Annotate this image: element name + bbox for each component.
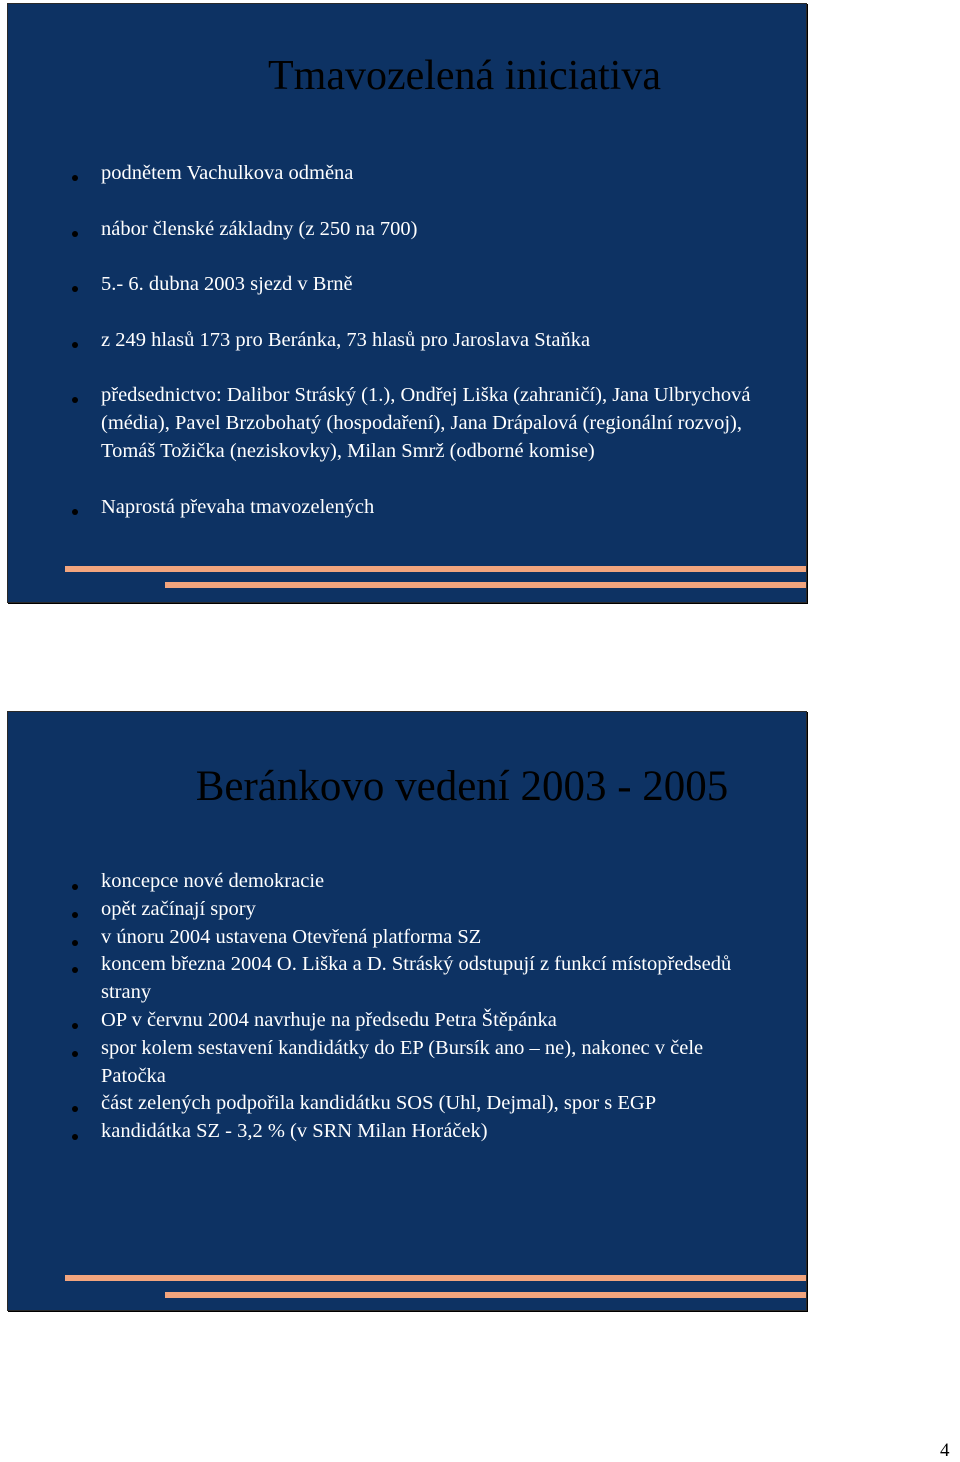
bullet-text: 5.- 6. dubna 2003 sjezd v Brně — [101, 273, 353, 295]
bullet-dot-icon — [72, 286, 78, 292]
list-item — [8, 1007, 798, 1035]
list-item — [8, 381, 798, 465]
bullet-dot-icon — [72, 175, 78, 181]
bullet-text: v únoru 2004 ustavena Otevřená platforma SZ — [101, 925, 482, 948]
bullet-dot-icon — [72, 1051, 78, 1057]
bullet-dot-icon — [72, 1134, 78, 1140]
bullet-text: spor kolem sestavení kandidátky do EP (Bursík ano – ne), nakonec v čele Patočka — [101, 1036, 704, 1087]
bullet-dot-icon — [72, 884, 78, 890]
bullet-dot-icon — [72, 940, 78, 946]
decorative-stripe — [165, 1292, 806, 1298]
page-number: 4 — [940, 1440, 950, 1461]
bullet-dot-icon — [72, 912, 78, 918]
bullet-dot-icon — [72, 397, 78, 403]
slide-2 — [7, 711, 807, 1311]
bullet-text: podnětem Vachulkova odměna — [101, 162, 354, 184]
bullet-dot-icon — [72, 231, 78, 237]
decorative-stripe — [65, 1275, 806, 1281]
bullet-text: část zelených podpořila kandidátku SOS (Uhl, Dejmal), spor s EGP — [101, 1092, 657, 1115]
list-item — [8, 1035, 798, 1091]
bullet-dot-icon — [72, 967, 78, 973]
bullet-dot-icon — [72, 1106, 78, 1112]
list-item — [8, 159, 798, 187]
bullet-text: kandidátka SZ - 3,2 % (v SRN Milan Horáček) — [101, 1120, 488, 1143]
list-item — [8, 1090, 798, 1118]
bullet-text: OP v červnu 2004 navrhuje na předsedu Petra Štěpánka — [101, 1008, 557, 1031]
bullet-dot-icon — [72, 509, 78, 515]
bullet-list — [8, 159, 798, 548]
list-item — [8, 215, 798, 243]
bullet-text: z 249 hlasů 173 pro Beránka, 73 hlasů pro Jaroslava Staňka — [101, 328, 591, 351]
bullet-text: opět začínají spory — [101, 897, 256, 920]
bullet-text: koncepce nové demokracie — [101, 870, 325, 892]
list-item — [8, 326, 798, 354]
list-item — [8, 924, 798, 952]
bullet-dot-icon — [72, 342, 78, 348]
bullet-list — [8, 868, 798, 1146]
list-item — [8, 951, 798, 1007]
bullet-text: Naprostá převaha tmavozelených — [101, 495, 375, 518]
list-item — [8, 493, 798, 521]
list-item — [8, 1118, 798, 1146]
slide-title: Tmavozelená iniciativa — [268, 53, 661, 99]
decorative-stripe — [65, 566, 806, 572]
list-item — [8, 270, 798, 298]
list-item — [8, 868, 798, 896]
list-item — [8, 896, 798, 924]
slide-title: Beránkovo vedení 2003 - 2005 — [195, 763, 729, 810]
decorative-stripe — [165, 582, 806, 588]
bullet-text: nábor členské základny (z 250 na 700) — [101, 217, 418, 240]
bullet-dot-icon — [72, 1023, 78, 1029]
slide-1 — [7, 3, 807, 603]
bullet-text: předsednictvo: Dalibor Stráský (1.), Ondřej Liška (zahraničí), Jana Ulbrychová (média), Pavel Brzobohatý (hospodaření), Jana Drápalová (regionální rozvoj), Tomáš Tožička (neziskovky), Milan Smrž (odborné komise) — [101, 384, 751, 462]
bullet-text: koncem března 2004 O. Liška a D. Stráský odstupují z funkcí místopředsedů strany — [101, 953, 732, 1004]
